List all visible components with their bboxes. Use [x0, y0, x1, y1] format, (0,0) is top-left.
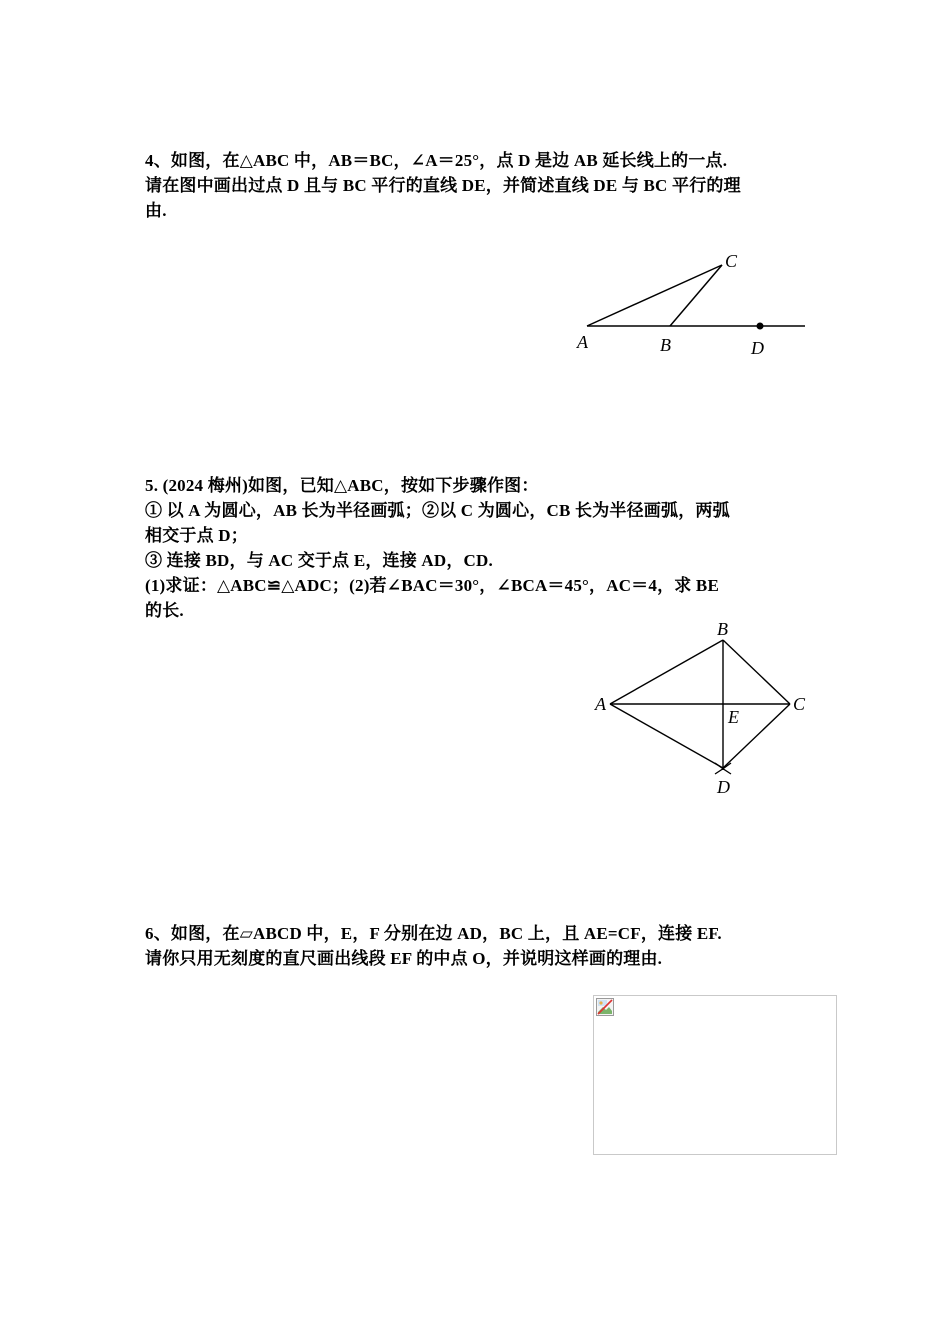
question-4 — [145, 148, 815, 223]
label-b: B — [660, 335, 671, 355]
q6-figure-placeholder — [593, 995, 837, 1155]
label-d: D — [751, 338, 764, 358]
label-b: B — [717, 619, 728, 639]
label-d: D — [717, 777, 730, 797]
label-e: E — [728, 707, 739, 727]
q4-line-2: 请在图中画出过点 D 且与 BC 平行的直线 DE，并简述直线 DE 与 BC 平行的理 — [145, 176, 741, 195]
label-a: A — [577, 332, 588, 352]
question-6 — [145, 921, 815, 971]
q4-line-3: 由. — [145, 201, 167, 220]
q4-figure — [570, 245, 815, 365]
label-c: C — [725, 251, 738, 271]
segment-ac — [587, 265, 722, 326]
q5-line-2: ① 以 A 为圆心，AB 长为半径画弧；②以 C 为圆心，CB 长为半径画弧，两弧 — [145, 501, 730, 520]
q5-figure — [590, 618, 815, 800]
broken-image-icon — [596, 998, 614, 1016]
q5-line-3: 相交于点 D； — [145, 526, 248, 545]
q5-line-6: 的长. — [145, 601, 184, 620]
q6-line-2: 请你只用无刻度的直尺画出线段 EF 的中点 O，并说明这样画的理由. — [145, 949, 663, 968]
segment-ad — [610, 704, 723, 768]
label-a: A — [595, 694, 606, 714]
q5-line-1: 5. (2024 梅州)如图，已知△ABC，按如下步骤作图： — [145, 476, 539, 495]
segment-ab — [610, 640, 723, 704]
question-5 — [145, 473, 815, 623]
q5-line-5: (1)求证：△ABC≌△ADC；(2)若∠BAC＝30°，∠BCA＝45°，AC＝4，求 BE — [145, 576, 720, 595]
q5-line-4: ③ 连接 BD，与 AC 交于点 E，连接 AD，CD. — [145, 551, 493, 570]
q6-line-1: 6、如图，在▱ABCD 中，E，F 分别在边 AD，BC 上，且 AE=CF，连接 EF. — [145, 924, 722, 943]
label-c: C — [793, 694, 806, 714]
segment-bc — [723, 640, 790, 704]
q4-line-1: 4、如图，在△ABC 中，AB＝BC，∠A＝25°，点 D 是边 AB 延长线上的一点. — [145, 151, 728, 170]
point-d-dot — [757, 323, 764, 330]
segment-bc — [670, 265, 722, 326]
